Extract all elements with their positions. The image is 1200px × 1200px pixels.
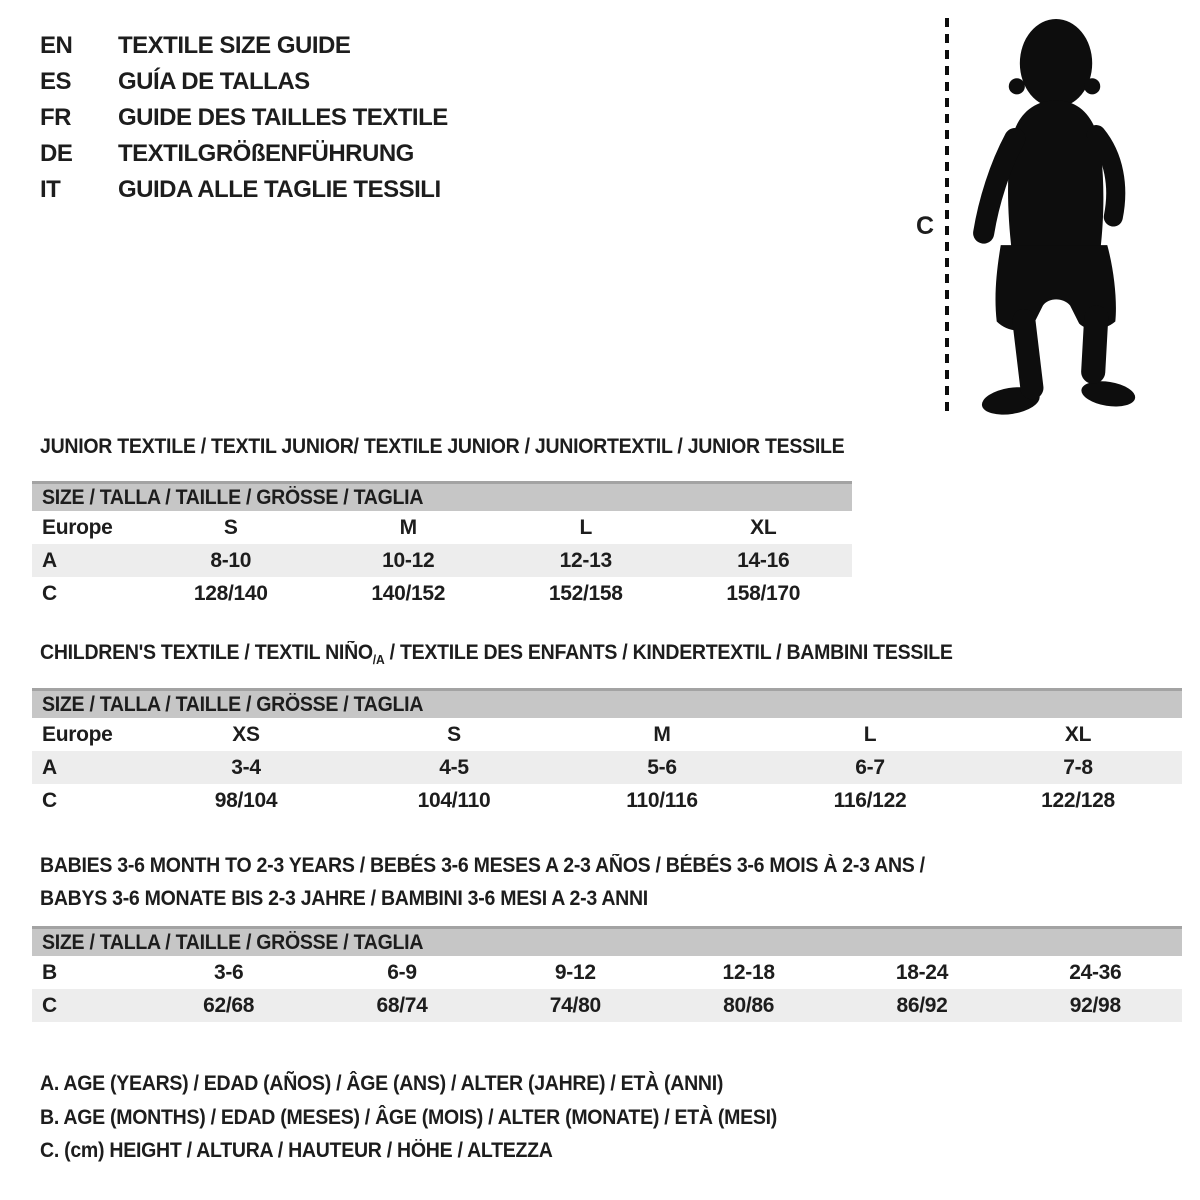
size-header-label: SIZE / TALLA / TAILLE / GRÖSSE / TAGLIA — [42, 930, 424, 954]
cell: 128/140 — [193, 581, 268, 605]
cell: 116/122 — [833, 788, 907, 812]
children-title-post: / TEXTILE DES ENFANTS / KINDERTEXTIL / BAMBINI TESSILE — [384, 641, 953, 664]
table-row — [32, 511, 852, 544]
language-code: DE — [40, 140, 73, 167]
language-title: GUÍA DE TALLAS — [118, 68, 310, 95]
footnote-text: A. AGE (YEARS) / EDAD (AÑOS) / ÂGE (ANS) / ALTER (JAHRE) / ETÀ (ANNI) — [40, 1072, 724, 1095]
cell: 158/170 — [726, 581, 801, 605]
children-table-title-text — [40, 636, 953, 676]
language-row — [40, 172, 448, 208]
footnote-age-months — [40, 1106, 832, 1130]
footnote-text: C. (cm) HEIGHT / ALTURA / HAUTEUR / HÖHE / ALTEZZA — [40, 1139, 553, 1162]
language-code: EN — [40, 32, 73, 59]
cell: 152/158 — [548, 581, 623, 605]
babies-table — [32, 926, 1182, 1022]
cell: M — [399, 515, 417, 539]
cell: XS — [232, 722, 260, 746]
cell: L — [863, 722, 877, 746]
cell: 122/128 — [1041, 788, 1115, 812]
language-code: IT — [40, 176, 61, 203]
footnote-age-years — [40, 1072, 775, 1096]
cell: XL — [750, 515, 777, 539]
babies-title-line1: BABIES 3-6 MONTH TO 2-3 YEARS / BEBÉS 3-6 MESES A 2-3 AÑOS / BÉBÉS 3-6 MOIS À 2-3 ANS / — [40, 854, 925, 877]
table-row — [32, 544, 852, 577]
language-row — [40, 64, 448, 100]
cell: S — [223, 515, 238, 539]
junior-table — [32, 481, 852, 610]
cell: 24-36 — [1069, 960, 1122, 984]
language-row — [40, 28, 448, 64]
cell: 74/80 — [549, 993, 601, 1017]
cell: 80/86 — [723, 993, 775, 1017]
cell: 3-4 — [231, 755, 261, 779]
row-label: Europe — [42, 722, 113, 746]
footnote-height-cm — [40, 1139, 591, 1163]
language-code: ES — [40, 68, 72, 95]
row-label: Europe — [42, 515, 113, 539]
cell: 12-13 — [559, 548, 612, 572]
table-row — [32, 751, 1182, 784]
cell: 18-24 — [895, 960, 949, 984]
cell: 7-8 — [1063, 755, 1093, 779]
cell: 6-9 — [387, 960, 417, 984]
row-label: C — [42, 788, 57, 812]
size-header-bar — [32, 481, 852, 511]
height-measure-label: C — [916, 212, 935, 240]
size-header-bar — [32, 688, 1182, 718]
table-row — [32, 577, 852, 610]
cell: 5-6 — [647, 755, 677, 779]
cell: S — [447, 722, 461, 746]
row-label: B — [42, 960, 57, 984]
row-label: C — [42, 581, 57, 605]
table-row — [32, 956, 1182, 989]
cell: 14-16 — [737, 548, 790, 572]
cell: XL — [1064, 722, 1092, 746]
children-table — [32, 688, 1182, 817]
height-dash-line-icon — [944, 16, 950, 418]
babies-table-title — [40, 849, 991, 915]
table-row — [32, 718, 1182, 751]
language-row — [40, 136, 448, 172]
cell: 104/110 — [417, 788, 491, 812]
cell: 10-12 — [382, 548, 435, 572]
language-title: GUIDE DES TAILLES TEXTILE — [118, 104, 448, 131]
cell: 92/98 — [1069, 993, 1121, 1017]
size-header-bar — [32, 926, 1182, 956]
babies-title-line2: BABYS 3-6 MONATE BIS 2-3 JAHRE / BAMBINI 3-6 MESI A 2-3 ANNI — [40, 887, 648, 910]
cell: 98/104 — [214, 788, 278, 812]
row-label: A — [42, 755, 57, 779]
table-row — [32, 784, 1182, 817]
children-title-subscript: /A — [372, 652, 385, 667]
cell: 12-18 — [722, 960, 775, 984]
cell: 4-5 — [439, 755, 469, 779]
children-table-title — [40, 636, 1021, 676]
row-label: A — [42, 548, 57, 572]
size-header-label: SIZE / TALLA / TAILLE / GRÖSSE / TAGLIA — [42, 485, 424, 509]
cell: 86/92 — [896, 993, 948, 1017]
cell: 9-12 — [554, 960, 596, 984]
footnote-text: B. AGE (MONTHS) / EDAD (MESES) / ÂGE (MOIS) / ALTER (MONATE) / ETÀ (MESI) — [40, 1106, 777, 1129]
language-title: GUIDA ALLE TAGLIE TESSILI — [118, 176, 441, 203]
toddler-silhouette-icon — [966, 16, 1138, 418]
cell: 110/116 — [626, 788, 698, 812]
cell: L — [579, 515, 593, 539]
cell: 6-7 — [855, 755, 885, 779]
junior-table-title-text: JUNIOR TEXTILE / TEXTIL JUNIOR/ TEXTILE JUNIOR / JUNIORTEXTIL / JUNIOR TESSILE — [40, 435, 845, 458]
row-label: C — [42, 993, 57, 1017]
cell: 3-6 — [213, 960, 244, 984]
language-title: TEXTILGRÖßENFÜHRUNG — [118, 140, 414, 167]
size-header-label: SIZE / TALLA / TAILLE / GRÖSSE / TAGLIA — [42, 692, 424, 716]
language-header — [40, 28, 448, 208]
language-row — [40, 100, 448, 136]
cell: M — [653, 722, 671, 746]
table-row — [32, 989, 1182, 1022]
cell: 62/68 — [203, 993, 255, 1017]
junior-table-title — [40, 430, 905, 463]
children-title-pre: CHILDREN'S TEXTILE / TEXTIL NIÑO — [40, 641, 373, 664]
language-title: TEXTILE SIZE GUIDE — [118, 32, 351, 59]
language-code: FR — [40, 104, 71, 131]
cell: 8-10 — [210, 548, 252, 572]
height-figure — [900, 10, 1180, 435]
cell: 68/74 — [376, 993, 428, 1017]
cell: 140/152 — [371, 581, 446, 605]
